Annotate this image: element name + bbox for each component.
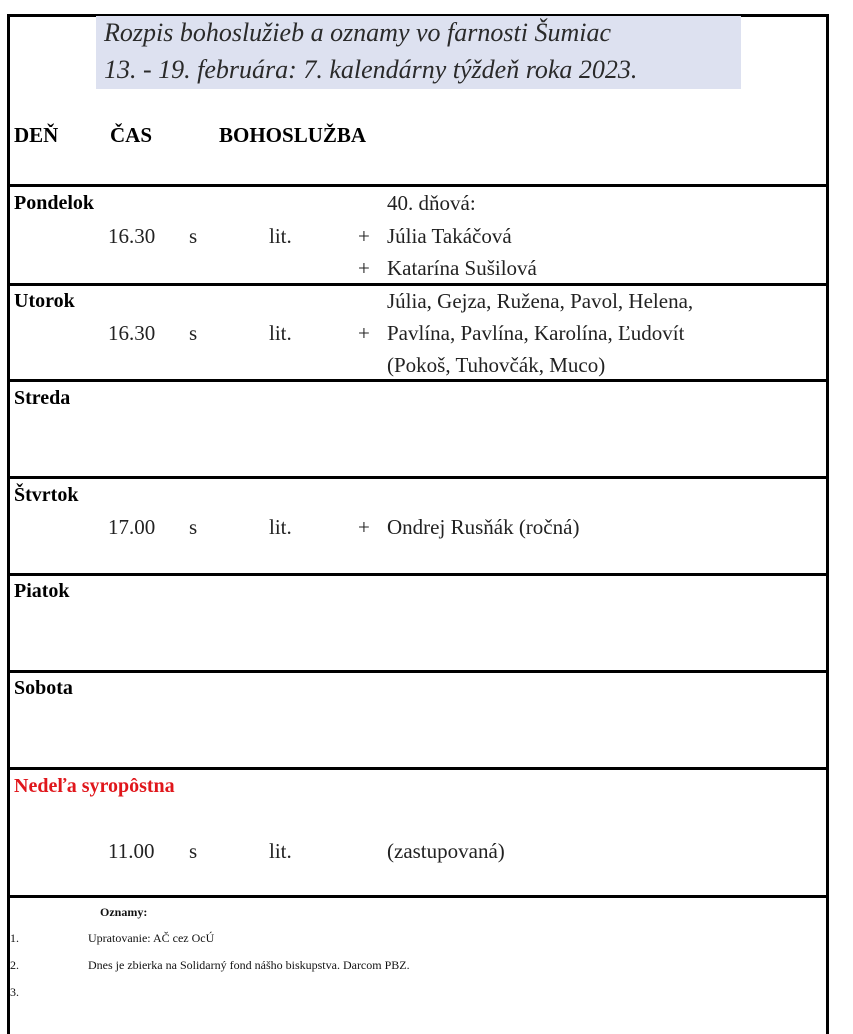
plus-mark: + [358,224,370,248]
plus-mark: + [358,256,370,280]
notice-text: Upratovanie: AČ cez OcÚ [88,931,215,945]
mass-s: s [189,515,198,539]
notice-number: 1. [10,931,19,945]
mass-time: 16.30 [108,224,156,248]
header-service: BOHOSLUŽBA [219,123,367,147]
day-sunday: Nedeľa syropôstna [14,775,175,797]
plus-mark: + [358,515,370,539]
notices-heading: Oznamy: [100,905,148,919]
divider [7,379,829,382]
intention-line: 40. dňová: [387,191,476,215]
divider [7,767,829,770]
title-line-1: Rozpis bohoslužieb a oznamy vo farnosti Šumiac [104,18,611,47]
notice-number: 3. [10,985,19,999]
title-line-2: 13. - 19. februára: 7. kalendárny týždeň roka 2023. [104,55,638,84]
divider [7,184,829,187]
day-wednesday: Streda [14,387,71,409]
notice-number: 2. [10,958,19,972]
intention-line: Katarína Sušilová [387,256,537,280]
header-day: DEŇ [14,123,59,147]
divider [7,895,829,898]
mass-s: s [189,224,198,248]
divider [7,670,829,673]
mass-lit: lit. [269,224,292,248]
intention-line: Júlia Takáčová [387,224,512,248]
intention-line: Ondrej Rusňák (ročná) [387,515,580,539]
divider [7,283,829,286]
intention-line: Pavlína, Pavlína, Karolína, Ľudovít [387,321,685,345]
divider [7,573,829,576]
mass-s: s [189,321,198,345]
mass-time: 16.30 [108,321,156,345]
divider [7,476,829,479]
intention-line: Júlia, Gejza, Ružena, Pavol, Helena, [387,289,694,313]
day-friday: Piatok [14,580,70,602]
mass-lit: lit. [269,321,292,345]
mass-time: 11.00 [108,839,155,863]
mass-lit: lit. [269,839,292,863]
mass-time: 17.00 [108,515,156,539]
mass-lit: lit. [269,515,292,539]
day-thursday: Štvrtok [14,484,79,506]
day-tuesday: Utorok [14,290,75,312]
header-time: ČAS [110,123,153,147]
intention-line: (Pokoš, Tuhovčák, Muco) [387,353,606,377]
plus-mark: + [358,321,370,345]
mass-s: s [189,839,198,863]
notice-text: Dnes je zbierka na Solidarný fond nášho biskupstva. Darcom PBZ. [88,958,410,972]
intention-line: (zastupovaná) [387,839,505,863]
day-saturday: Sobota [14,677,73,699]
day-monday: Pondelok [14,192,95,214]
